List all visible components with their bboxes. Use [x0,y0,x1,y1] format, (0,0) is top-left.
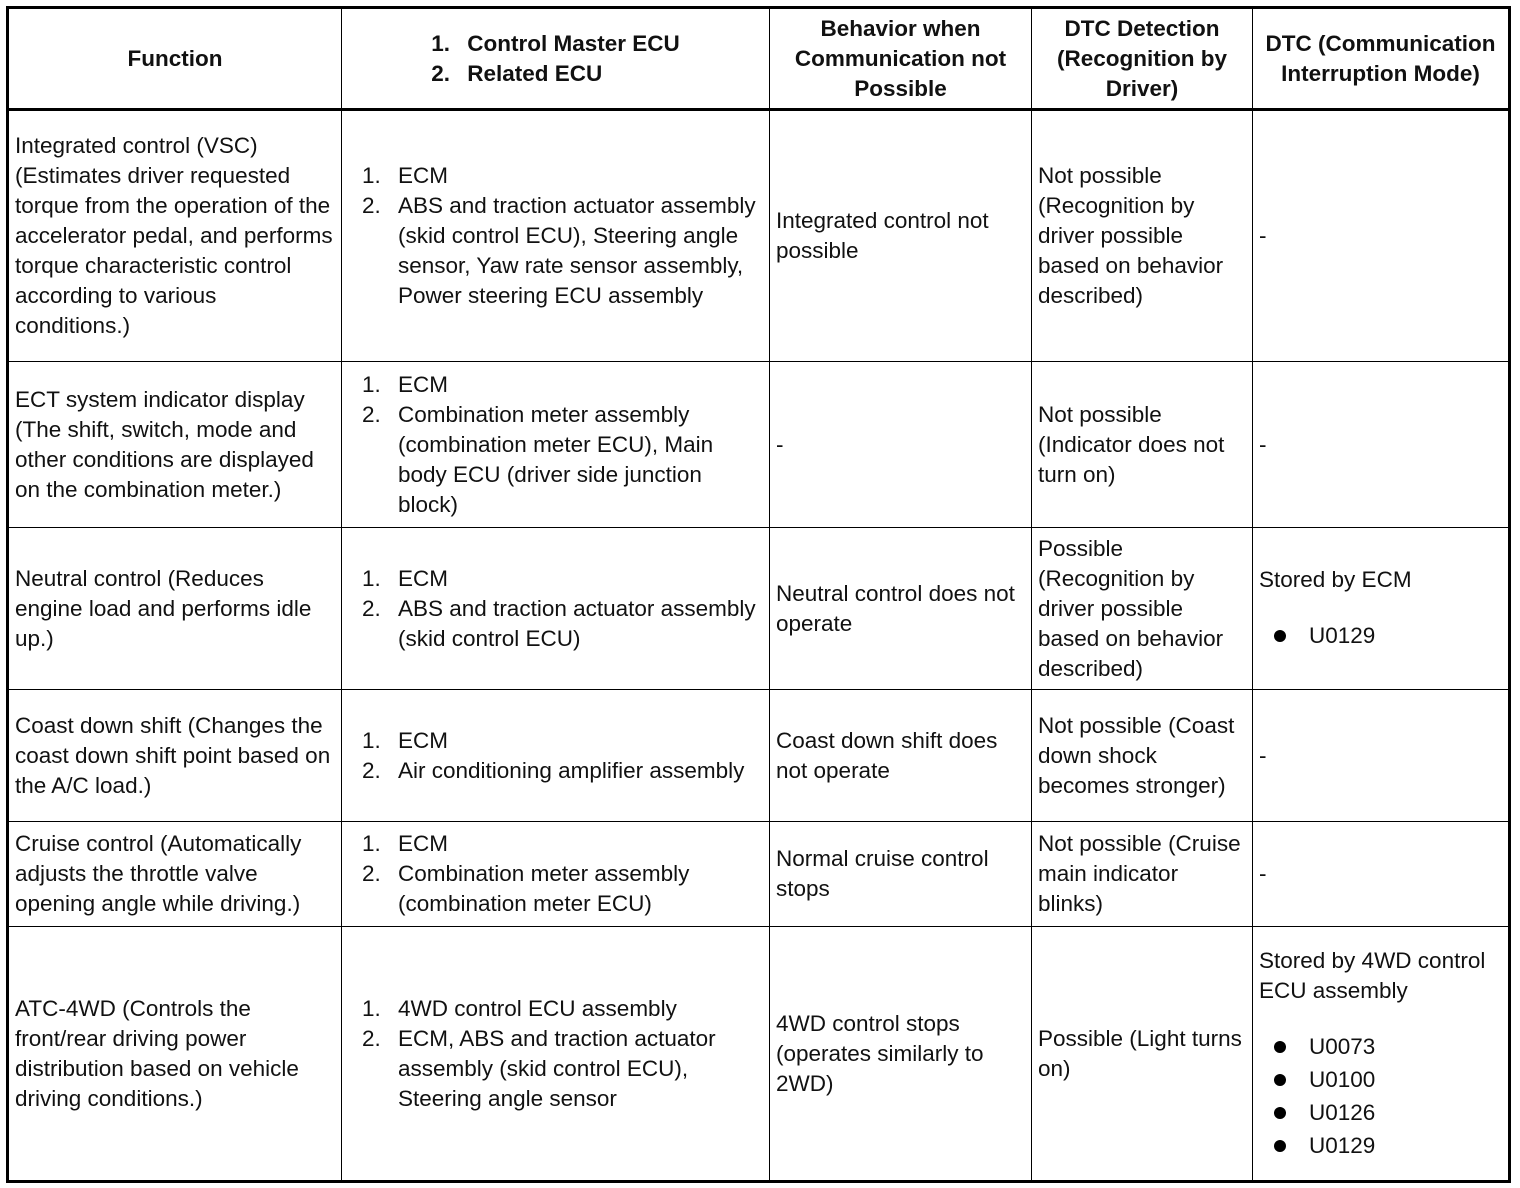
control-master-ecu: 1. ECM [362,371,448,397]
detection-cell: Not possible (Indicator does not turn on) [1032,362,1253,528]
function-cell: Coast down shift (Changes the coast down shift point based on the A/C load.) [8,690,342,822]
function-cell: Neutral control (Reduces engine load and performs idle up.) [8,528,342,690]
function-cell: ECT system indicator display (The shift, switch, mode and other conditions are displayed on the combination meter.) [8,362,342,528]
bullet-icon [1274,1074,1286,1086]
dtc-code: U0073 [1259,1030,1502,1063]
dtc-code-list [1259,1030,1502,1162]
related-ecu: 2. ECM, ABS and traction actuator assembly (skid control ECU), Steering angle sensor [362,1025,716,1111]
dtc-text: - [1259,223,1267,248]
dtc-code: U0100 [1259,1063,1502,1096]
bullet-icon [1274,1140,1286,1152]
dtc-text: - [1259,861,1267,886]
behavior-cell: Neutral control does not operate [770,528,1032,690]
dtc-text: Stored by ECM [1259,567,1412,592]
table-row [8,927,1510,1182]
table-row [8,362,1510,528]
ecu-cell [342,110,770,362]
related-ecu: 2. ABS and traction actuator assembly (skid control ECU) [362,595,756,651]
function-cell: Integrated control (VSC) (Estimates driver requested torque from the operation of the accelerator pedal, and performs torque characteristic control according to various conditions.) [8,110,342,362]
dtc-code: U0126 [1259,1096,1502,1129]
ecu-cell [342,690,770,822]
dtc-cell [1253,362,1510,528]
detection-cell: Possible (Recognition by driver possible based on behavior described) [1032,528,1253,690]
dtc-code: U0129 [1259,1129,1502,1162]
header-function: Function [8,8,342,110]
dtc-text: - [1259,431,1267,457]
ecu-communication-table [6,6,1511,1183]
control-master-ecu: 1. ECM [362,727,448,753]
dtc-code-list [1259,619,1502,652]
detection-cell: Not possible (Coast down shock becomes stronger) [1032,690,1253,822]
behavior-cell: 4WD control stops (operates similarly to 2WD) [770,927,1032,1182]
behavior-cell: Normal cruise control stops [770,822,1032,927]
table-row [8,690,1510,822]
bullet-icon [1274,630,1286,642]
bullet-icon [1274,1107,1286,1119]
related-ecu: 2. Air conditioning amplifier assembly [362,757,745,783]
detection-cell: Not possible (Recognition by driver possible based on behavior described) [1032,110,1253,362]
header-behavior: Behavior when Communication not Possible [770,8,1032,110]
table-row [8,110,1510,362]
dtc-text: Stored by 4WD control ECU assembly [1259,947,1486,1003]
control-master-ecu: 1. ECM [362,163,448,188]
dtc-text: - [1259,742,1267,768]
behavior-cell: Coast down shift does not operate [770,690,1032,822]
detection-cell: Not possible (Cruise main indicator blinks) [1032,822,1253,927]
ecu-cell [342,927,770,1182]
behavior-cell: - [770,362,1032,528]
header-detection: DTC Detection (Recognition by Driver) [1032,8,1253,110]
bullet-icon [1274,1041,1286,1053]
header-ecu [342,8,770,110]
dtc-cell [1253,110,1510,362]
dtc-cell [1253,822,1510,927]
related-ecu: 2. Combination meter assembly (combination meter ECU), Main body ECU (driver side junction block) [362,401,714,517]
header-ecu-related: 2. Related ECU [431,60,603,86]
function-cell: ATC-4WD (Controls the front/rear driving power distribution based on vehicle driving conditions.) [8,927,342,1182]
control-master-ecu: 1. ECM [362,831,448,856]
dtc-cell [1253,927,1510,1182]
control-master-ecu: 1. ECM [362,565,448,591]
behavior-cell: Integrated control not possible [770,110,1032,362]
ecu-cell [342,528,770,690]
header-dtc: DTC (Communication Interruption Mode) [1253,8,1510,110]
function-cell: Cruise control (Automatically adjusts the throttle valve opening angle while driving.) [8,822,342,927]
dtc-cell [1253,690,1510,822]
header-row [8,8,1510,110]
dtc-cell [1253,528,1510,690]
table-row [8,822,1510,927]
dtc-code: U0129 [1259,619,1502,652]
related-ecu: 2. ABS and traction actuator assembly (skid control ECU), Steering angle sensor, Yaw rate sensor assembly, Power steering ECU assembly [362,193,756,308]
table-row [8,528,1510,690]
related-ecu: 2. Combination meter assembly (combination meter ECU) [362,861,690,916]
ecu-cell [342,362,770,528]
control-master-ecu: 1. 4WD control ECU assembly [362,995,677,1021]
ecu-cell [342,822,770,927]
detection-cell: Possible (Light turns on) [1032,927,1253,1182]
header-ecu-master: 1. Control Master ECU [431,30,680,56]
